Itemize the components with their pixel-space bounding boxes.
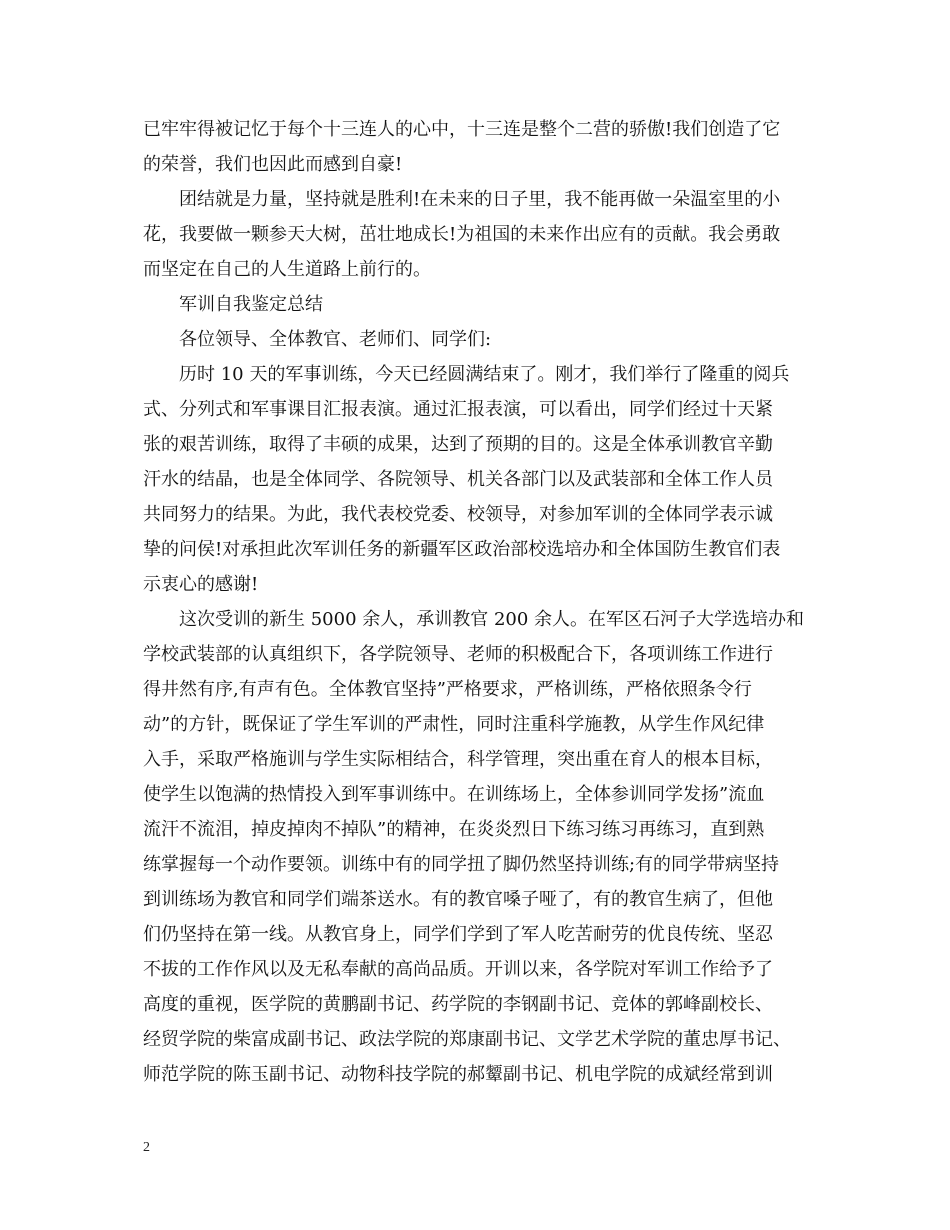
text-line: 团结就是力量，坚持就是胜利!在未来的日子里，我不能再做一朵温室里的小 <box>179 189 781 210</box>
text-line: 的荣誉，我们也因此而感到自豪! <box>143 154 403 175</box>
text-line: 挚的问侯!对承担此次军训任务的新疆军区政治部校选培办和全体国防生教官们表 <box>143 539 781 560</box>
text-line: 到训练场为教官和同学们端茶送水。有的教官嗓子哑了，有的教官生病了，但他 <box>143 889 773 910</box>
text-line: 张的艰苦训练，取得了丰硕的成果，达到了预期的目的。这是全体承训教官辛勤 <box>143 434 773 455</box>
text-line: 花，我要做一颗参天大树，茁壮地成长!为祖国的未来作出应有的贡献。我会勇敢 <box>143 224 781 245</box>
text-line: 共同努力的结果。为此，我代表校党委、校领导，对参加军训的全体同学表示诚 <box>143 504 773 525</box>
page-number: 2 <box>143 1140 150 1155</box>
text-line: 而坚定在自己的人生道路上前行的。 <box>143 259 431 280</box>
text-line: 这次受训的新生 5000 余人，承训教官 200 余人。在军区石河子大学选培办和 <box>179 609 805 630</box>
text-line: 入手，采取严格施训与学生实际相结合，科学管理，突出重在育人的根本目标， <box>143 749 773 770</box>
text-line: 练掌握每一个动作要领。训练中有的同学扭了脚仍然坚持训练;有的同学带病坚持 <box>143 854 780 875</box>
text-line: 示衷心的感谢! <box>143 574 259 595</box>
text-line: 不拔的工作作风以及无私奉献的高尚品质。开训以来，各学院对军训工作给予了 <box>143 959 773 980</box>
text-line: 已牢牢得被记忆于每个十三连人的心中，十三连是整个二营的骄傲!我们创造了它 <box>143 119 781 140</box>
text-line: 师范学院的陈玉副书记、动物科技学院的郝颦副书记、机电学院的成斌经常到训 <box>143 1064 773 1085</box>
text-line: 动”的方针，既保证了学生军训的严肃性，同时注重科学施教，从学生作风纪律 <box>143 714 765 735</box>
salutation: 各位领导、全体教官、老师们、同学们: <box>179 329 492 350</box>
text-line: 得井然有序,有声有色。全体教官坚持”严格要求，严格训练，严格依照条令行 <box>143 679 752 700</box>
text-line: 历时 10 天的军事训练，今天已经圆满结束了。刚才，我们举行了隆重的阅兵 <box>179 364 790 385</box>
text-line: 经贸学院的柴富成副书记、政法学院的郑康副书记、文学艺术学院的董忠厚书记、 <box>143 1029 791 1050</box>
text-line: 高度的重视，医学院的黄鹏副书记、药学院的李钢副书记、竞体的郭峰副校长、 <box>143 994 773 1015</box>
document-body <box>143 112 843 1092</box>
text-line: 流汗不流泪，掉皮掉肉不掉队”的精神，在炎炎烈日下练习练习再练习，直到熟 <box>143 819 765 840</box>
text-line: 汗水的结晶，也是全体同学、各院领导、机关各部门以及武装部和全体工作人员 <box>143 469 773 490</box>
section-heading: 军训自我鉴定总结 <box>179 294 323 315</box>
text-line: 们仍坚持在第一线。从教官身上，同学们学到了军人吃苦耐劳的优良传统、坚忍 <box>143 924 773 945</box>
text-line: 式、分列式和军事课目汇报表演。通过汇报表演，可以看出，同学们经过十天紧 <box>143 399 773 420</box>
text-line: 使学生以饱满的热情投入到军事训练中。在训练场上，全体参训同学发扬”流血 <box>143 784 765 805</box>
text-line: 学校武装部的认真组织下，各学院领导、老师的积极配合下，各项训练工作进行 <box>143 644 773 665</box>
